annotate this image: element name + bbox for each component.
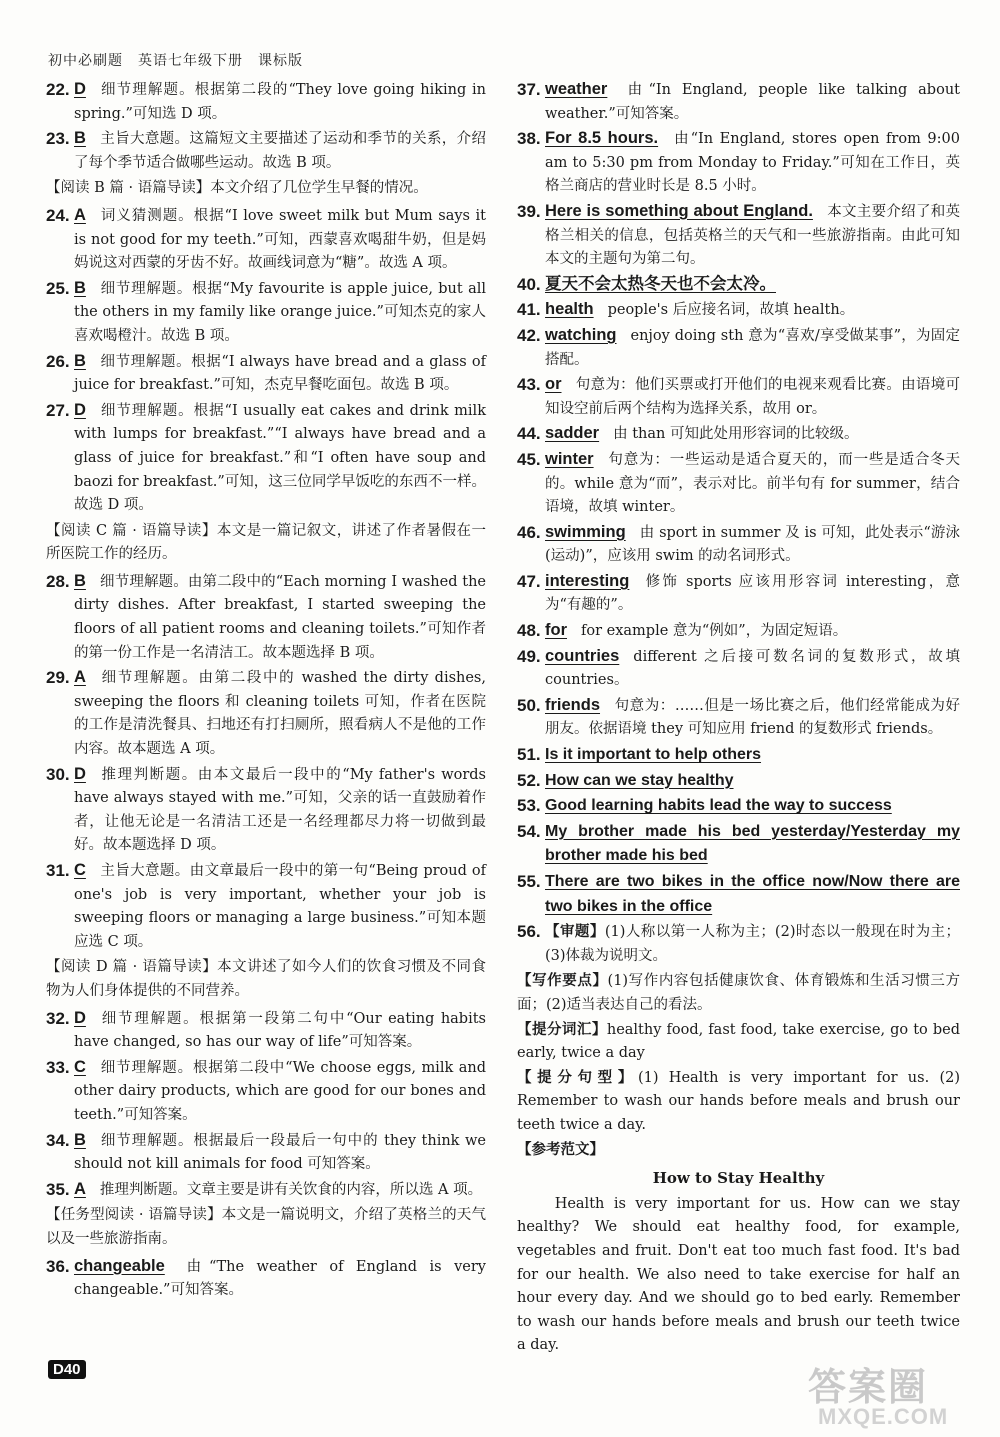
answer-key: D [74,764,86,783]
answer-body [545,769,960,794]
answer-item [46,1056,486,1128]
explanation-text: for example 意为“例如”，为固定短语。 [581,623,848,640]
answer-key: for [545,621,567,640]
answer-item [46,1255,486,1303]
answer-key: weather [545,80,608,98]
answer-key: B [74,129,86,148]
question-number: 30. [46,764,70,784]
answer-body [545,78,960,126]
question-number: 50. [517,695,541,715]
question-number: 51. [517,745,541,765]
explanation-text: 细节理解题。根据第二段的“They love going hiking in spring.”可知选 D 项。 [74,82,486,122]
answer-body [545,298,960,323]
answer-key: changeable [74,1256,165,1275]
answer-key: C [74,1057,86,1076]
explanation-text: 由“In England, stores open from 9:00 am to 5:30 pm from Monday to Friday.”可知在工作日，英格兰商店的营业时长是 8.5 小时。 [545,131,960,195]
question-number: 23. [46,129,70,149]
answer-body [545,422,960,447]
question-number: 54. [517,821,541,841]
sample-tag: 【参考范文】 [517,1140,604,1158]
question-number: 26. [46,351,70,371]
answer-body [74,859,486,954]
question-number: 45. [517,449,541,469]
answer-key: D [74,1008,86,1027]
answer-item [517,570,960,618]
answer-body [545,645,960,693]
answer-body [74,399,486,518]
answer-key: A [74,668,86,687]
answer-key: sadder [545,424,600,443]
question-number: 55. [517,872,541,891]
answer-body [545,619,960,644]
explanation-text: 主旨大意题。由文章最后一段中的第一句“Being proud of one's job is very important, whether your job is sweeping floors or managing a large business.”可知本题应选 C 项。 [74,863,486,950]
answer-item [46,399,486,518]
answer-item [517,127,960,199]
answer-item [46,763,486,858]
question-number: 22. [46,80,70,99]
question-number: 29. [46,668,70,688]
explanation-text: 由 sport in summer 及 is 可知，此处表示“游泳(运动)”，应该用 swim 的动名词形式。 [545,524,960,565]
answer-body [74,1056,486,1128]
answer-item [517,769,960,794]
question-number: 35. [46,1179,70,1199]
answer-body [545,324,960,372]
question-number: 31. [46,861,70,880]
explanation-text: 句意为：……但是一场比赛之后，他们经常能成为好朋友。依据语境 they 可知应用 friend 的复数形式 friends。 [545,697,960,738]
answer-key: A [74,1179,86,1198]
explanation-text: 由“In England, people like talking about weather.”可知答案。 [545,82,960,122]
explanation-text: 词义猜测题。根据“I love sweet milk but Mum says it is not good for my teeth.”可知，西蒙喜欢喝甜牛奶，但是妈妈说这对西蒙的牙齿不好。故画线词意为“糖”。故选 A 项。 [74,207,486,272]
answer-item [517,324,960,372]
question-number: 53. [517,796,541,816]
answer-body [545,273,960,298]
answer-item [46,666,486,761]
answer-item [517,743,960,768]
explanation-text: different 之后接可数名词的复数形式，故填 countries。 [545,648,960,689]
explanation-text: 修饰 sports 应该用形容词 interesting，意为“有趣的”。 [545,573,960,614]
answer-key: 夏天不会太热冬天也不会太冷。 [545,274,776,293]
answer-item [517,619,960,644]
answer-key: swimming [545,522,626,541]
question-number: 49. [517,646,541,666]
answer-body [74,277,486,349]
answer-key: D [74,400,86,419]
answer-key: interesting [545,571,630,590]
question-number: 24. [46,205,70,225]
answer-body [545,870,960,919]
answer-body [545,521,960,569]
explanation-text: 句意为：一些运动是适合夏天的，而一些是适合冬天的。while 意为“而”，表示对比。前半句有 for summer，结合语境，故填 winter。 [545,451,960,516]
answer-key: winter [545,449,594,468]
answer-key: friends [545,695,601,714]
question-number: 39. [517,201,541,221]
question-number: 41. [517,300,541,320]
left-column [46,78,486,1304]
answer-body [545,373,960,421]
writing-points [517,969,960,1017]
answer-body [545,570,960,618]
essay-text: Health is very important for us. How can we stay healthy? We should eat healthy food, for example, vegetables and fruit. Don't eat too much fast food. It's bad for our health. We also need to take exercise for half an hour every day. And we should go to bed early. Remember to wash our hands before meals and brush our teeth twice a day. [517,1195,960,1354]
answer-body [74,763,486,858]
question-number: 44. [517,424,541,444]
question-number: 33. [46,1057,70,1077]
essay-title: How to Stay Healthy [652,1169,825,1188]
answer-item [517,794,960,819]
answer-body [74,570,486,665]
answer-body [545,743,960,768]
explanation-text: 主旨大意题。这篇短文主要描述了运动和季节的关系，介绍了每个季节适合做哪些运动。故选 B 项。 [74,131,486,171]
answer-body [545,127,960,199]
section-guide: 【阅读 D 篇 · 语篇导读】本文讲述了如今人们的饮食习惯及不同食物为人们身体提供的不同营养。 [46,959,486,999]
answer-item [46,277,486,349]
question-number: 28. [46,571,70,591]
answer-item [517,694,960,742]
words-text: healthy food, fast food, take exercise, go to bed early, twice a day [517,1021,961,1062]
answer-item [517,273,960,298]
answer-body [74,127,486,175]
answer-item [517,448,960,520]
page-number: D40 [48,1360,86,1379]
answer-body [74,1255,486,1303]
answer-item [46,204,486,276]
answer-item [517,820,960,869]
question-number: 38. [517,129,541,149]
question-number: 37. [517,80,541,99]
explanation-text: 句意为：他们买票或打开他们的电视来观看比赛。由语境可知设空前后两个结构为选择关系，故用 or。 [545,377,960,417]
sentences-tag: 【提分句型】 [517,1068,638,1086]
answer-body [545,200,960,272]
answer-item [46,127,486,175]
answer-body [545,448,960,520]
question-number: 42. [517,325,541,345]
answer-key: D [74,80,86,98]
audit-text: (1)人称以第一人称为主；(2)时态以一般现在时为主；(3)体裁为说明文。 [545,924,960,964]
question-number: 47. [517,571,541,591]
answer-key: health [545,300,594,319]
explanation-text: 细节理解题。由第二段中的“Each morning I washed the dirty dishes. After breakfast, I started sweeping the floors of all patient rooms and cleaning toilets.”可知作者的第一份工作是一名清洁工。故本题选择 B 项。 [74,573,486,661]
answer-item [46,350,486,398]
answer-key: countries [545,646,620,665]
explanation-text: 细节理解题。由第二段中的 washed the dirty dishes, sweeping the floors 和 cleaning toilets 可知，作者在医院的工作是清洗餐具、扫地还有打扫厕所，照看病人不是他的工作内容。故本题选 A 项。 [74,670,486,758]
answer-item [46,1007,486,1055]
answer-key: B [74,278,86,297]
right-column-items [517,78,960,919]
answer-body [545,794,960,819]
explanation-text: 由 than 可知此处用形容词的比较级。 [613,426,859,443]
answer-key: A [74,205,86,224]
answer-key: How can we stay healthy [545,771,734,789]
audit-tag: 【审题】 [545,923,605,941]
answer-key: Is it important to help others [545,746,762,764]
explanation-text: 推理判断题。由本文最后一段中的“My father's words have always stayed with me.”可知，父亲的话一直鼓励着作者，让他无论是一名清洁工还是一名经理都尽力将一切做到最好。故本题选择 D 项。 [74,766,486,854]
explanation-text: people's 后应接名词，故填 health。 [607,302,855,319]
explanation-text: 推理判断题。文章主要是讲有关饮食的内容，所以选 A 项。 [99,1181,483,1198]
writing-task [517,920,960,968]
answer-key: My brother made his bed yesterday/Yesterday my brother made his bed [545,822,960,865]
section-guide: 【任务型阅读 · 语篇导读】本文是一篇说明文，介绍了英格兰的天气以及一些旅游指南。 [46,1207,486,1247]
answer-key: Here is something about England. [545,201,813,220]
answer-item [517,200,960,272]
answer-key: C [74,861,86,879]
question-number: 52. [517,770,541,790]
answer-item [46,859,486,954]
answer-item [517,870,960,919]
explanation-text: 细节理解题。根据“I usually eat cakes and drink milk with lumps for breakfast.”“I always have bread and a glass of juice for breakfast.”和“I often have soup and baozi for breakfast.”可知，这三位同学早饭吃的东西不一样。故选 D 项。 [74,402,486,514]
writing-body [545,920,960,968]
sentences-text: (1) Health is very important for us. (2) Remember to wash our hands before meals and brush our teeth twice a day. [517,1069,961,1133]
watermark-logo: 答案圈 [808,1365,929,1409]
writing-words [517,1018,960,1066]
answer-key: or [545,375,562,394]
watermark-url: MXQE.COM [818,1404,949,1429]
question-number: 40. [517,274,541,294]
answer-key: B [74,1130,86,1149]
section-guide: 【阅读 C 篇 · 语篇导读】本文是一篇记叙文，讲述了作者暑假在一所医院工作的经历。 [46,522,486,563]
question-number: 27. [46,400,70,420]
answer-body [74,78,486,126]
answer-key: There are two bikes in the office now/Now there are two bikes in the office [545,873,960,915]
answer-key: B [74,351,86,370]
section-guide: 【阅读 B 篇 · 语篇导读】本文介绍了几位学生早餐的情况。 [46,180,428,197]
answer-body [74,1007,486,1055]
writing-sentences [517,1066,960,1138]
answer-key: B [74,571,86,590]
answer-key: For 8.5 hours. [545,129,659,148]
explanation-text: 细节理解题。根据“My favourite is apple juice, but all the others in my family like orange juice.”可知杰克的家人喜欢喝橙汁。故选 B 项。 [74,280,486,344]
question-number: 32. [46,1008,70,1028]
answer-key: watching [545,325,617,344]
explanation-text: 本文主要介绍了和英格兰相关的信息，包括英格兰的天气和一些旅游指南。由此可知本文的主题句为第二句。 [545,203,961,268]
answer-item [517,78,960,126]
answer-body [74,350,486,398]
question-number: 48. [517,621,541,641]
page-header: 初中必刷题 英语七年级下册 课标版 [48,53,303,69]
answer-body [74,1129,486,1177]
explanation-text: 细节理解题。根据第一段第二句中“Our eating habits have changed, so has our way of life”可知答案。 [74,1010,486,1051]
answer-body [545,694,960,742]
explanation-text: 由“The weather of England is very changeable.”可知答案。 [74,1258,486,1299]
words-tag: 【提分词汇】 [517,1020,607,1038]
answer-key: Good learning habits lead the way to success [545,797,892,815]
answer-item [46,1178,486,1203]
question-number: 36. [46,1256,70,1276]
answer-item [46,78,486,126]
explanation-text: 细节理解题。根据第二段中“We choose eggs, milk and other dairy products, which are good for our bones and teeth.”可知答案。 [74,1059,486,1123]
answer-body [74,666,486,761]
question-number: 43. [517,375,541,395]
points-text: (1)写作内容包括健康饮食、体育锻炼和生活习惯三方面；(2)适当表达自己的看法。 [517,973,960,1013]
answer-item [517,422,960,447]
points-tag: 【写作要点】 [517,972,608,990]
right-column [517,78,960,1358]
answer-item [46,1129,486,1177]
question-number: 46. [517,522,541,542]
explanation-text: enjoy doing sth 意为“喜欢/享受做某事”，为固定搭配。 [545,327,960,368]
answer-item [517,298,960,323]
question-number: 34. [46,1130,70,1150]
answer-item [517,645,960,693]
answer-item [517,373,960,421]
explanation-text: 细节理解题。根据最后一段最后一句中的 they think we should not kill animals for food 可知答案。 [74,1132,486,1173]
question-number: 25. [46,278,70,298]
answer-body [74,1178,486,1203]
question-number: 56. [517,922,541,942]
answer-body [74,204,486,276]
explanation-text: 细节理解题。根据“I always have bread and a glass of juice for breakfast.”可知，杰克早餐吃面包。故选 B 项。 [74,353,486,394]
answer-item [517,521,960,569]
answer-item [46,570,486,665]
answer-body [545,820,960,869]
